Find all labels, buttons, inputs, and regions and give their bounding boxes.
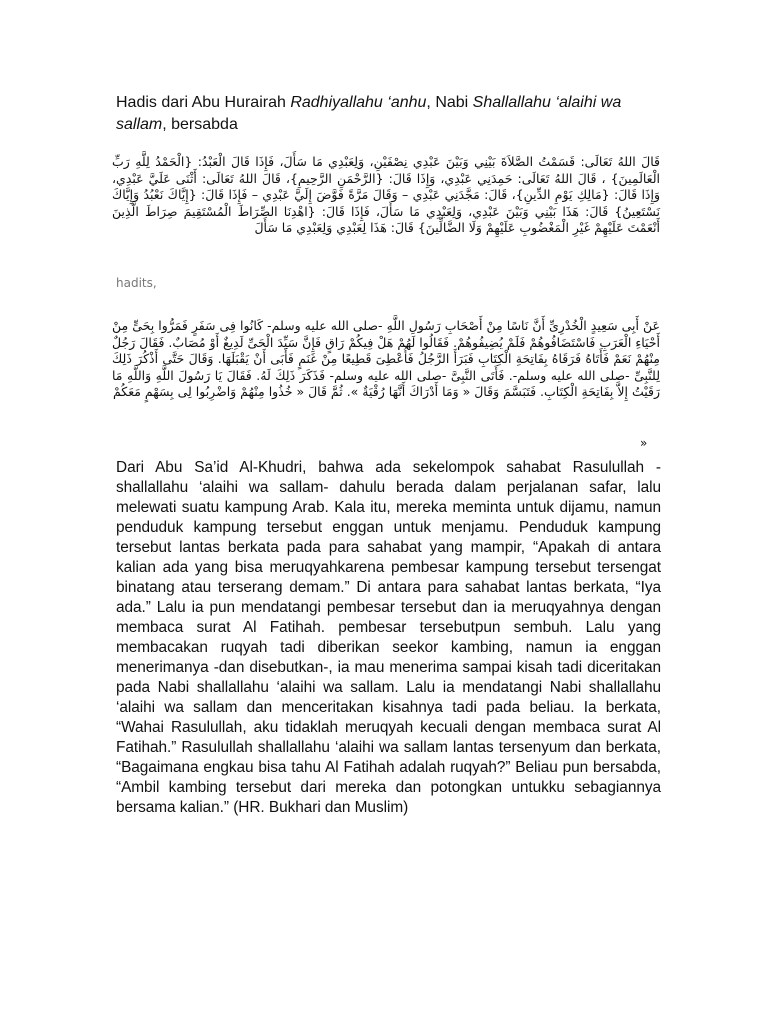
heading-text-2: , Nabi (426, 94, 473, 111)
section-note: hadits, (116, 276, 157, 290)
heading-text-3: , bersabda (162, 116, 238, 133)
arabic-hadith-ruqyah: عَنْ أَبِى سَعِيدٍ الْخُدْرِىِّ أَنَّ نَاسًا مِنْ أَصْحَابِ رَسُولِ اللَّهِ -صلى الله عليه وسلم- كَانُوا فِى سَفَرٍ فَمَرُّوا بِحَىٍّ مِنْ أَحْيَاءِ الْعَرَبِ فَاسْتَضَافُوهُمْ فَلَمْ يُضِيفُوهُمْ. فَقَالُوا لَهُمْ هَلْ فِيكُمْ رَاقٍ فَإِنَّ سَيِّدَ الْحَىِّ لَدِيغٌ أَوْ مُصَابٌ. فَقَالَ رَجُلٌ مِنْهُمْ نَعَمْ فَأَتَاهُ فَرَقَاهُ بِفَاتِحَةِ الْكِتَابِ فَبَرَأَ الرَّجُلُ فَأُعْطِىَ قَطِيعًا مِنْ غَنَمٍ فَأَبَى أَنْ يَقْبَلَهَا. وَقَالَ حَتَّى أَذْكُرَ ذَلِكَ لِلنَّبِىِّ -صلى الله عليه وسلم-. فَأَتَى النَّبِىَّ -صلى الله عليه وسلم- فَذَكَرَ ذَلِكَ لَهُ. فَقَالَ يَا رَسُولَ اللَّهِ وَاللَّهِ مَا رَقَيْتُ إِلاَّ بِفَاتِحَةِ الْكِتَابِ. فَتَبَسَّمَ وَقَالَ « وَمَا أَدْرَاكَ أَنَّهَا رُقْيَةٌ ». ثُمَّ قَالَ « خُذُوا مِنْهُمْ وَاضْرِبُوا لِى بِسَهْمٍ مَعَكُمْ (112, 318, 660, 400)
closing-quote-mark: » (640, 436, 648, 450)
heading-honorific-2: Shallallahu ‘alaihi wa sallam (116, 94, 622, 133)
arabic-hadith-qudsi: قَالَ اللهُ تَعَالَى: قَسَمْتُ الصَّلاَةَ بَيْنِي وَبَيْنَ عَبْدِي نِصْفَيْنِ، وَلِعَبْدِي مَا سَأَلَ، فَإِذَا قَالَ الْعَبْدُ: {الْحَمْدُ لِلَّهِ رَبِّ الْعَالَمِينَ} ، قَالَ اللهُ تَعَالَى: حَمِدَنِي عَبْدِي، وَإِذَا قَالَ: {الرَّحْمَنِ الرَّحِيمِ}، قَالَ اللهُ تَعَالَى: أَثْنَى عَلَيَّ عَبْدِي، وَإِذَا قَالَ: {مَالِكِ يَوْمِ الدِّينِ}، قَالَ: مَجَّدَنِي عَبْدِي – وَقَالَ مَرَّةً فَوَّضَ إِلَيَّ عَبْدِي – فَإِذَا قَالَ: {إِيَّاكَ نَعْبُدُ وَإِيَّاكَ نَسْتَعِينُ} قَالَ: هَذَا بَيْنِي وَبَيْنَ عَبْدِي، وَلِعَبْدِي مَا سَأَلَ، فَإِذَا قَالَ: {اهْدِنَا الصِّرَاطَ الْمُسْتَقِيمَ صِرَاطَ الَّذِينَ أَنْعَمْتَ عَلَيْهِمْ غَيْرِ الْمَغْضُوبِ عَلَيْهِمْ وَلَا الضَّالِّينَ} قَالَ: هَذَا لِعَبْدِي وَلِعَبْدِي مَا سَأَلَ (112, 154, 660, 236)
hadith-heading (116, 92, 676, 136)
heading-text-1: Hadis dari Abu Hurairah (116, 94, 291, 111)
heading-honorific-1: Radhiyallahu ‘anhu (290, 94, 427, 111)
translation-paragraph: Dari Abu Sa’id Al-Khudri, bahwa ada sekelompok sahabat Rasulullah -shallallahu ‘alaihi wa sallam- dahulu berada dalam perjalanan safar, lalu melewati suatu kampung Arab. Kala itu, mereka meminta untuk dijamu, namun penduduk kampung tersebut enggan untuk menjamu. Penduduk kampung tersebut lantas berkata pada para sahabat yang mampir, “Apakah di antara kalian ada yang bisa meruqyahkarena pembesar kampung tersebut tersengat binatang atau terserang demam.” Di antara para sahabat lantas berkata, “Iya ada.” Lalu ia pun mendatangi pembesar tersebut dan ia meruqyahnya dengan membaca surat Al Fatihah. pembesar tersebutpun sembuh. Lalu yang membacakan ruqyah tadi diberikan seekor kambing, namun ia enggan menerimanya -dan disebutkan-, ia mau menerima sampai kisah tadi diceritakan pada Nabi shallallahu ‘alaihi wa sallam. Lalu ia mendatangi Nabi shallallahu ‘alaihi wa sallam dan menceritakan kisahnya tadi pada beliau. Ia berkata, “Wahai Rasulullah, aku tidaklah meruqyah kecuali dengan membaca surat Al Fatihah.” Rasulullah shallallahu ‘alaihi wa sallam lantas tersenyum dan berkata, “Bagaimana engkau bisa tahu Al Fatihah adalah ruqyah?” Beliau pun bersabda, “Ambil kambing tersebut dari mereka dan potongkan untukku sebagiannya bersama kalian.” (HR. Bukhari dan Muslim) (116, 459, 661, 816)
